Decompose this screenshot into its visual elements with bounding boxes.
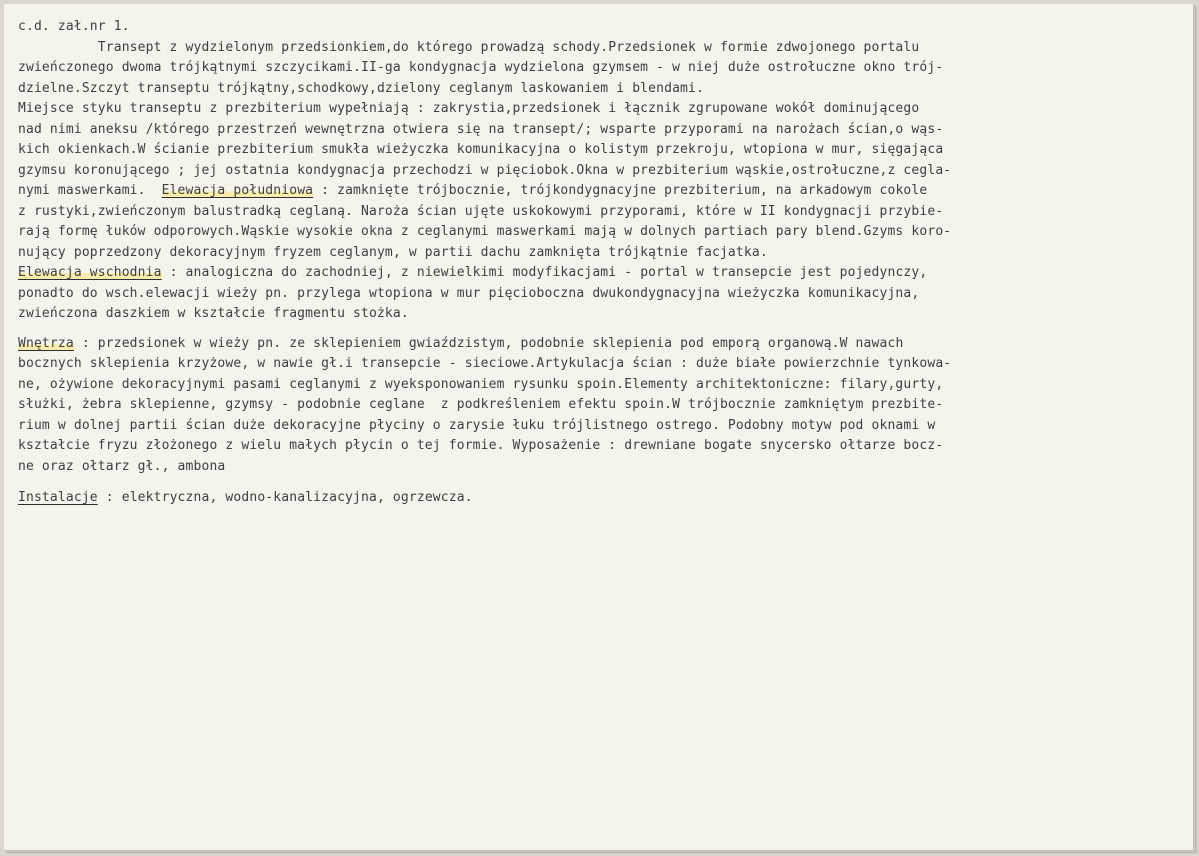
text-line: ne, ożywione dekoracyjnymi pasami ceglanymi z wyeksponowaniem rysunku spoin.Elementy architektoniczne: filary,gurty, — [18, 376, 944, 392]
text-line: służki, żebra sklepienne, gzymsy - podobnie ceglane z podkreśleniem efektu spoin.W trójbocznie zamkniętym prezbite- — [18, 397, 944, 412]
text-line: gzymsu koronującego ; jej ostatnia kondygnacja przechodzi w pięciobok.Okna w prezbiterium wąskie,ostrołuczne,z cegla- — [18, 162, 952, 178]
text-line: ne oraz ołtarz gł., ambona — [18, 458, 226, 474]
text-line — [18, 263, 1184, 284]
section-heading-interiors: Wnętrza — [18, 335, 74, 351]
text-line — [18, 334, 1184, 355]
document-page — [4, 4, 1194, 851]
text-fragment: : analogiczna do zachodniej, z niewielkimi modyfikacjami - portal w transepcie jest pojedynczy, — [161, 265, 928, 280]
text-fragment: : elektryczna, wodno-kanalizacyjna, ogrzewcza. — [97, 490, 473, 505]
text-line — [18, 488, 1184, 509]
text-line: rają formę łuków odporowych.Wąskie wysokie okna z ceglanymi maswerkami mają w dolnych partiach pary blend.Gzyms koro- — [18, 224, 952, 239]
text-line: rium w dolnej partii ścian duże dekoracyjne płyciny o zarysie łuku trójlistnego ostregо. Podobny motyw pod oknami w — [18, 417, 936, 433]
text-line: kształcie fryzu złożonego z wielu małych płycin o tej formie. Wyposażenie : drewniane bogate snycersko ołtarze bocz- — [18, 438, 944, 453]
text-line: bocznych sklepienia krzyżowe, w nawie gł.i transepcie - sieciowe.Artykulacja ścian : duże białe powierzchnie tynkowa- — [18, 356, 952, 371]
text-line — [18, 181, 1184, 202]
text-line: zwieńczonego dwoma trójkątnymi szczycikami.II-ga kondygnacja wydzielona gzymsem - w niej duże ostrołuczne okno trój- — [18, 60, 944, 75]
text-fragment: : zamknięte trójbocznie, trójkondygnacyjne prezbiterium, na arkadowym cokole — [313, 183, 928, 198]
paragraph-gap — [18, 325, 1184, 334]
text-line: kich okienkach.W ścianie prezbiterium smukła wieżyczka komunikacyjna o kolistym przekroju, wtopiona w mur, sięgająca — [18, 142, 944, 157]
section-heading-east-elevation: Elewacja wschodnia — [18, 265, 162, 280]
text-line: zwieńczona daszkiem w kształcie fragmentu stożka. — [18, 306, 409, 321]
text-fragment: : przedsionek w wieży pn. ze sklepieniem gwiaździstym, podobnie sklepienia pod emporą organową.W nawach — [73, 335, 904, 351]
section-heading-installations: Instalacje — [18, 490, 98, 505]
typewritten-text — [18, 17, 1184, 509]
text-line: nujący poprzedzony dekoracyjnym fryzem ceglanym, w partii dachu zamknięta trójkątnie facjatka. — [18, 244, 768, 260]
paragraph-gap — [18, 477, 1184, 488]
text-line: dzielne.Szczyt transeptu trójkątny,schodkowy,dzielony ceglanym laskowaniem i blendami. — [18, 80, 704, 96]
text-line: Miejsce styku transeptu z prezbiterium wypełniają : zakrystia,przedsionek i łącznik zgrupowane wokół dominującego — [18, 101, 920, 116]
text-line: z rustyki,zwieńczonym balustradką ceglaną. Naroża ścian ujęte uskokowymi przyporami, które w II kondygnacji przybie- — [18, 203, 944, 219]
text-line: c.d. zał.nr 1. — [18, 19, 130, 34]
section-heading-south-elevation: Elewacja południowa — [161, 183, 314, 198]
text-fragment: nymi maswerkami. — [18, 183, 162, 198]
text-line: nad nimi aneksu /którego przestrzeń wewnętrzna otwiera się na transept/; wsparte przyporami na narożach ścian,o wąs- — [18, 121, 944, 137]
text-line: ponadto do wsch.elewacji wieży pn. przylega wtopiona w mur pięcioboczna dwukondygnacyjna wieżyczka komunikacyjna, — [18, 285, 920, 301]
text-line: Transept z wydzielonym przedsionkiem,do którego prowadzą schody.Przedsionek w formie zdwojonego portalu — [18, 39, 920, 55]
